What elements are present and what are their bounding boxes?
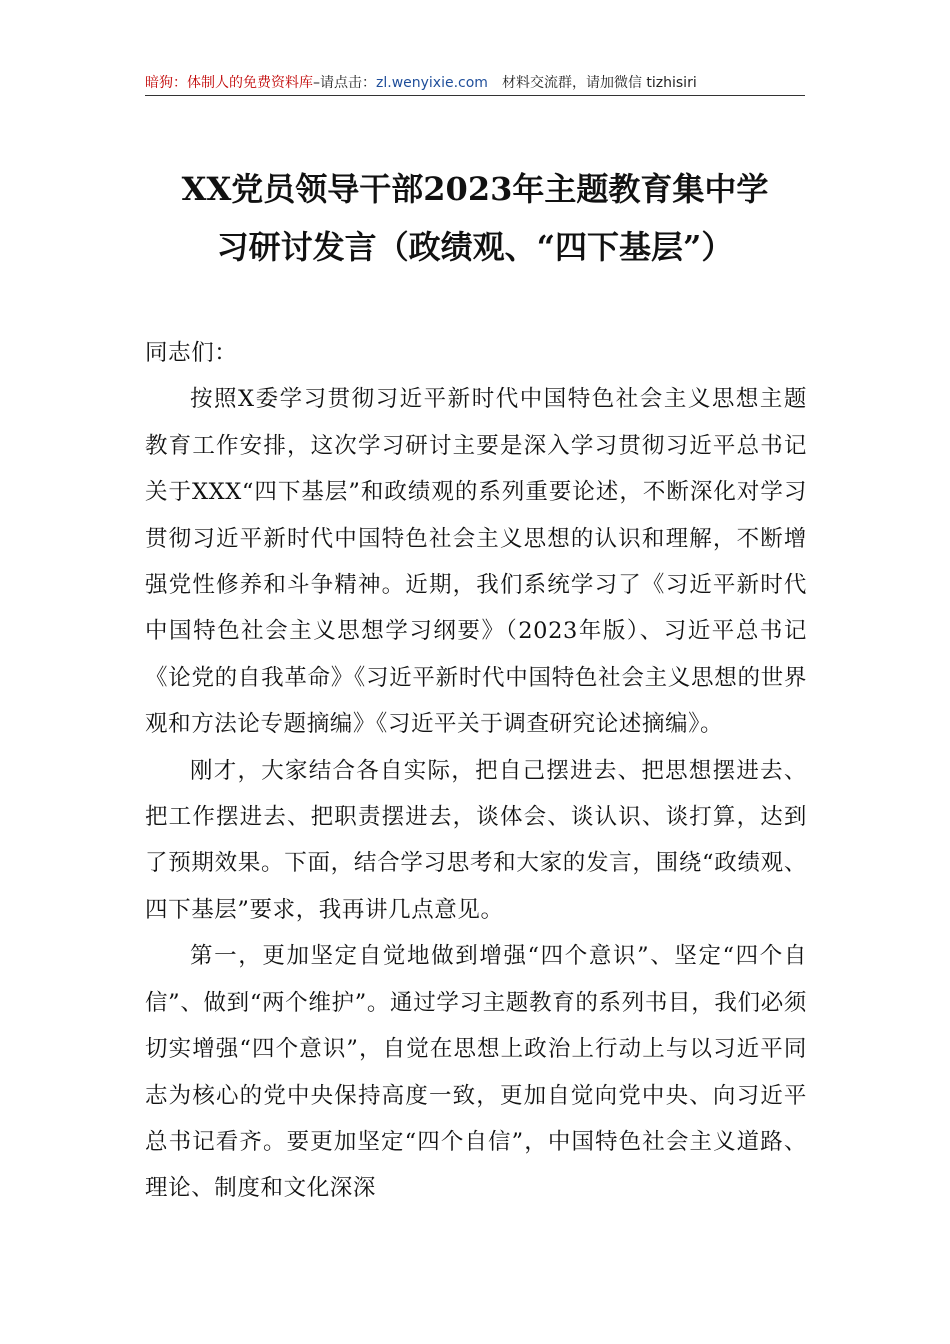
header-prompt: –请点击： [313,75,376,91]
page-header [145,72,805,94]
paragraph-2: 刚才，大家结合各自实际，把自己摆进去、把思想摆进去、把工作摆进去、把职责摆进去，谈体会、谈认识、谈打算，达到了预期效果。下面，结合学习思考和大家的发言，围绕“政绩观、四下基层”要求，我再讲几点意见。 [145,757,807,923]
document-title [145,160,805,276]
document-body [145,330,807,1212]
paragraph-1: 按照X委学习贯彻习近平新时代中国特色社会主义思想主题教育工作安排，这次学习研讨主要是深入学习贯彻习近平总书记关于XXX“四下基层”和政绩观的系列重要论述，不断深化对学习贯彻习近平新时代中国特色社会主义思想的认识和理解，不断增强党性修养和斗争精神。近期，我们系统学习了《习近平新时代中国特色社会主义思想学习纲要》（2023年版）、习近平总书记《论党的自我革命》《习近平新时代中国特色社会主义思想的世界观和方法论专题摘编》《习近平关于调查研究论述摘编》。 [145,386,807,738]
title-line-1: XX党员领导干部2023年主题教育集中学 [181,170,769,208]
header-url-link[interactable]: zl.wenyixie.com [376,75,488,91]
header-site-name: 暗狗：体制人的免费资料库 [145,75,313,91]
paragraph-3: 第一，更加坚定自觉地做到增强“四个意识”、坚定“四个自信”、做到“两个维护”。通过学习主题教育的系列书目，我们必须切实增强“四个意识”，自觉在思想上政治上行动上与以习近平同志为核心的党中央保持高度一致，更加自觉向党中央、向习近平总书记看齐。要更加坚定“四个自信”，中国特色社会主义道路、理论、制度和文化深深 [145,943,807,1202]
header-divider [145,95,805,96]
header-contact: 材料交流群，请加微信 tizhisiri [501,75,697,91]
title-line-2: 习研讨发言（政绩观、“四下基层”） [216,228,734,266]
salutation: 同志们： [145,340,238,366]
